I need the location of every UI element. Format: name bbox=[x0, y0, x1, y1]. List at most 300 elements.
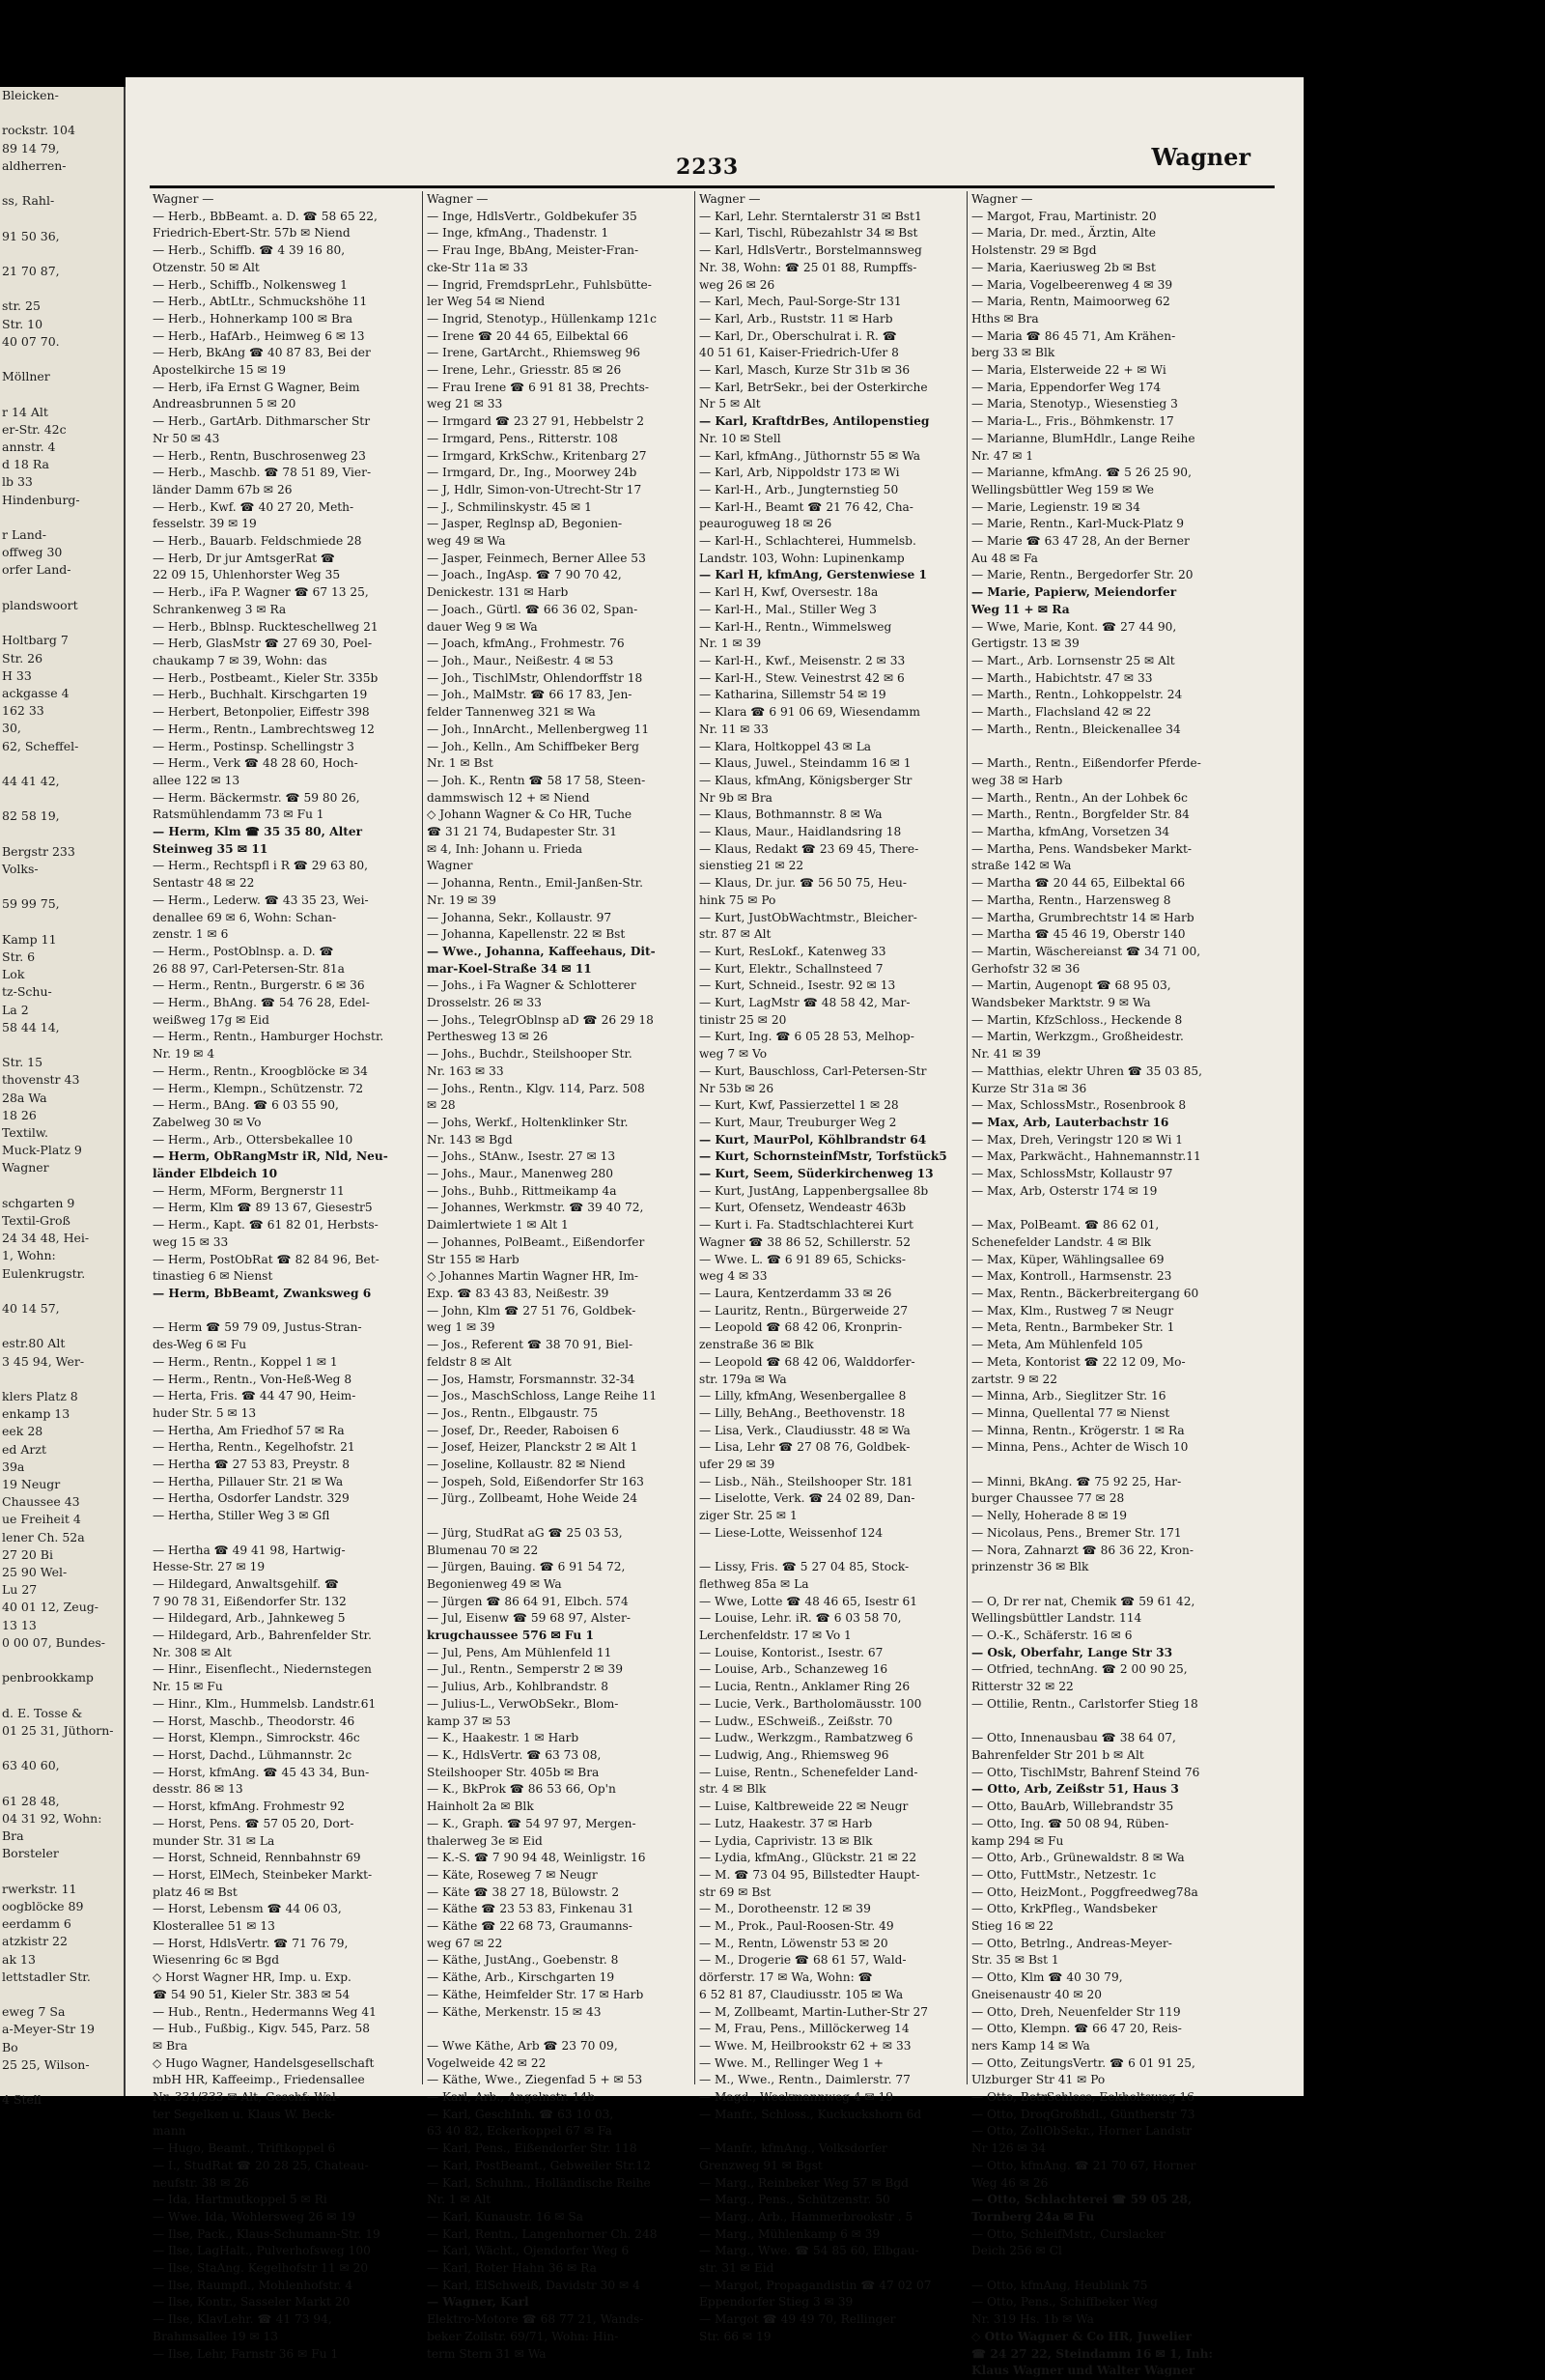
header-rule bbox=[150, 185, 1275, 188]
directory-entry: dammswisch 12 + ✉ Niend bbox=[427, 790, 590, 805]
fragment-line: 25 90 Wel- bbox=[2, 1565, 68, 1580]
fragment-line: rockstr. 104 bbox=[2, 123, 75, 138]
directory-entry: — Klaus, Dr. jur. ☎ 56 50 75, Heu- bbox=[699, 876, 907, 891]
directory-entry: — Horst, ElMech, Steinbeker Markt- bbox=[153, 1867, 373, 1882]
fragment-line bbox=[0, 210, 124, 227]
directory-entry: — Marth., Rentn., Borgfelder Str. 84 bbox=[971, 808, 1190, 822]
directory-entry: — Herb., BbBeamt. a. D. ☎ 58 65 22, bbox=[153, 209, 378, 223]
directory-entry: weg 49 ✉ Wa bbox=[427, 534, 506, 549]
directory-entry: — Herm., Postinsp. Schellingstr 3 bbox=[153, 739, 354, 753]
fragment-line bbox=[0, 385, 124, 403]
directory-entry: — Wwe., Johanna, Kaffeehaus, Dit- bbox=[427, 944, 656, 958]
fragment-line: 82 58 19, bbox=[2, 808, 60, 824]
fragment-line: Eulenkrugstr. bbox=[2, 1265, 86, 1281]
directory-entry: — Karl H, Kwf, Oversestr. 18a bbox=[699, 585, 879, 600]
directory-entry: — Marth., Flachsland 42 ✉ 22 bbox=[971, 705, 1152, 720]
running-head: Wagner bbox=[1151, 143, 1250, 171]
directory-entry: — Maria-L., Fris., Böhmkenstr. 17 bbox=[971, 414, 1174, 429]
directory-entry: Grenzweg 91 ✉ Bgst bbox=[699, 2158, 823, 2172]
directory-entry: — Ingrid, FremdsprLehr., Fuhlsbütte- bbox=[427, 277, 652, 292]
directory-entry: — Meta, Am Mühlenfeld 105 bbox=[971, 1338, 1143, 1352]
directory-entry: — Kurt, Maur, Treuburger Weg 2 bbox=[699, 1115, 897, 1129]
directory-entry: — Irene, Lehr., Griesstr. 85 ✉ 26 bbox=[427, 363, 622, 378]
fragment-line bbox=[0, 175, 124, 192]
directory-entry: — Hub., Fußbig., Kigv. 545, Parz. 58 bbox=[153, 2022, 370, 2036]
fragment-line bbox=[0, 614, 124, 632]
directory-entry: — Marth., Habichtstr. 47 ✉ 33 bbox=[971, 670, 1153, 685]
fragment-line: La 2 bbox=[2, 1002, 29, 1017]
directory-entry: — Karl-H., Beamt ☎ 21 76 42, Cha- bbox=[699, 499, 913, 514]
directory-entry: — M. ☎ 73 04 95, Billstedter Haupt- bbox=[699, 1867, 920, 1882]
directory-entry: denallee 69 ✉ 6, Wohn: Schan- bbox=[153, 910, 337, 924]
directory-entry: — Max, Parkwächt., Hahnemannstr.11 bbox=[971, 1149, 1201, 1164]
directory-entry: — Max, Arb, Osterstr 174 ✉ 19 bbox=[971, 1183, 1158, 1198]
directory-entry: Nr. 143 ✉ Bgd bbox=[427, 1132, 513, 1147]
directory-entry: — Joh., InnArcht., Mellenbergweg 11 bbox=[427, 722, 650, 736]
directory-entry: — Minni, BkAng. ☎ 75 92 25, Har- bbox=[971, 1474, 1182, 1488]
fragment-line: thovenstr 43 bbox=[2, 1072, 80, 1088]
fragment-line: tz-Schu- bbox=[2, 984, 52, 1000]
directory-entry: ter Segelken u. Klaus W. Beck- bbox=[153, 2107, 335, 2121]
directory-entry: 6 52 81 87, Claudiusstr. 105 ✉ Wa bbox=[699, 1987, 904, 2001]
fragment-line: r Land- bbox=[2, 527, 46, 543]
directory-entry: — Leopold ☎ 68 42 06, Walddorfer- bbox=[699, 1354, 915, 1369]
directory-entry: — Margot ☎ 49 49 70, Rellinger bbox=[699, 2312, 896, 2327]
directory-entry: — Kurt, JustAng, Lappenbergsallee 8b bbox=[699, 1183, 929, 1198]
directory-entry: — Wwe. M., Rellinger Weg 1 + bbox=[699, 2055, 884, 2070]
directory-entry: — Joh., Maur., Neißestr. 4 ✉ 53 bbox=[427, 653, 614, 667]
directory-entry: str. 179a ✉ Wa bbox=[699, 1372, 787, 1386]
fragment-line: 59 99 75, bbox=[2, 896, 60, 912]
directory-entry: — Max, Arb, Lauterbachstr 16 bbox=[971, 1115, 1169, 1129]
fragment-line: eweg 7 Sa bbox=[2, 2004, 66, 2020]
directory-entry: Stieg 16 ✉ 22 bbox=[971, 1919, 1054, 1934]
directory-entry: — Herb., Kwf. ☎ 40 27 20, Meth- bbox=[153, 499, 354, 514]
directory-entry: — Herm, Klm ☎ 35 35 80, Alter bbox=[153, 825, 363, 839]
directory-entry: Nr. 11 ✉ 33 bbox=[699, 722, 769, 736]
directory-entry: Vogelweide 42 ✉ 22 bbox=[427, 2055, 547, 2070]
column-heading: Wagner — bbox=[427, 192, 489, 206]
directory-entry: — Nicolaus, Pens., Bremer Str. 171 bbox=[971, 1525, 1182, 1540]
fragment-line: 21 70 87, bbox=[2, 264, 60, 279]
directory-entry: — Martin, Werkzgm., Großheidestr. bbox=[971, 1030, 1184, 1044]
fragment-line: schgarten 9 bbox=[2, 1195, 75, 1210]
directory-entry: ✉ 28 bbox=[427, 1098, 456, 1113]
fragment-line: 40 14 57, bbox=[2, 1301, 60, 1317]
directory-entry: ◇ Johannes Martin Wagner HR, Im- bbox=[427, 1269, 639, 1284]
directory-entry: — Max, Dreh, Veringstr 120 ✉ Wi 1 bbox=[971, 1132, 1184, 1147]
directory-entry: — Horst, Klempn., Simrockstr. 46c bbox=[153, 1731, 360, 1745]
directory-entry: — Johannes, PolBeamt., Eißendorfer bbox=[427, 1234, 645, 1249]
directory-entry: — Margot, Propagandistin ☎ 47 02 07 bbox=[699, 2278, 932, 2292]
directory-entry: — Irmgard, Pens., Ritterstr. 108 bbox=[427, 431, 618, 445]
directory-entry: Apostelkirche 15 ✉ 19 bbox=[153, 363, 287, 378]
directory-entry: — Ida, Hartmutkoppel 5 ✉ Ri bbox=[153, 2193, 327, 2207]
directory-entry: — Kurt, JustObWachtmstr., Bleicher- bbox=[699, 910, 917, 924]
directory-entry: Hainholt 2a ✉ Blk bbox=[427, 1799, 534, 1814]
directory-entry: — Jul, Eisenw ☎ 59 68 97, Alster- bbox=[427, 1611, 631, 1626]
directory-entry: — Max, SchlossMstr, Kollaustr 97 bbox=[971, 1167, 1173, 1181]
directory-entry: — Herb., HafArb., Heimweg 6 ✉ 13 bbox=[153, 328, 365, 343]
directory-entry: — Ilse, Pack., Klaus-Schumann-Str. 19 bbox=[153, 2226, 380, 2241]
directory-entry: — Johs., Rentn., Klgv. 114, Parz. 508 bbox=[427, 1081, 645, 1095]
fragment-line: 63 40 60, bbox=[2, 1758, 60, 1773]
directory-entry: — Horst, kfmAng. ☎ 45 43 34, Bun- bbox=[153, 1765, 370, 1779]
directory-entry: — Otto, Innenausbau ☎ 38 64 07, bbox=[971, 1731, 1176, 1745]
directory-entry: — Louise, Lehr. iR. ☎ 6 03 58 70, bbox=[699, 1611, 902, 1626]
directory-entry: — Jos., Rentn., Elbgaustr. 75 bbox=[427, 1405, 599, 1420]
fragment-line: 58 44 14, bbox=[2, 1019, 60, 1034]
fragment-line: eek 28 bbox=[2, 1424, 43, 1439]
directory-entry: — Karl-H., Rentn., Wimmelsweg bbox=[699, 619, 892, 634]
directory-entry bbox=[971, 1714, 1240, 1731]
directory-entry: — Otto, Klm ☎ 40 30 79, bbox=[971, 1970, 1123, 1985]
directory-entry: — Jos, Hamstr, Forsmannstr. 32-34 bbox=[427, 1372, 635, 1386]
directory-entry: mar-Koel-Straße 34 ✉ 11 bbox=[427, 961, 592, 976]
fragment-line: lettstadler Str. bbox=[2, 1969, 91, 1984]
directory-entry: Begonienweg 49 ✉ Wa bbox=[427, 1576, 562, 1591]
directory-entry bbox=[153, 1525, 421, 1543]
directory-entry: — Marg., Pens., Schützenstr. 50 bbox=[699, 2193, 890, 2207]
directory-entry: dauer Weg 9 ✉ Wa bbox=[427, 619, 538, 634]
fragment-line: 28a Wa bbox=[2, 1090, 47, 1105]
directory-entry: — Marianne, kfmAng. ☎ 5 26 25 90, bbox=[971, 466, 1192, 480]
directory-entry: — Frau Irene ☎ 6 91 81 38, Prechts- bbox=[427, 380, 650, 394]
directory-entry: Ratsmühlendamm 73 ✉ Fu 1 bbox=[153, 808, 324, 822]
column-heading: Wagner — bbox=[153, 192, 214, 206]
directory-entry: — Herb., iFa P. Wagner ☎ 67 13 25, bbox=[153, 585, 369, 600]
directory-entry: tinastieg 6 ✉ Nienst bbox=[153, 1269, 273, 1284]
directory-entry: weißweg 17g ✉ Eid bbox=[153, 1012, 269, 1027]
directory-entry: str. 4 ✉ Blk bbox=[699, 1782, 767, 1797]
directory-entry: — Karl, GeschInh. ☎ 63 10 03, bbox=[427, 2107, 614, 2121]
directory-entry: chaukamp 7 ✉ 39, Wohn: das bbox=[153, 653, 327, 667]
directory-entry: — Ingrid, Stenotyp., Hüllenkamp 121c bbox=[427, 311, 657, 326]
directory-entry: — Jasper, Reglnsp aD, Begonien- bbox=[427, 517, 623, 531]
directory-entry: platz 46 ✉ Bst bbox=[153, 1884, 238, 1899]
directory-entry: Nr 53b ✉ 26 bbox=[699, 1081, 774, 1095]
directory-entry: — M., Wwe., Rentn., Daimlerstr. 77 bbox=[699, 2073, 911, 2087]
directory-entry: — Joh., Kelln., Am Schiffbeker Berg bbox=[427, 739, 639, 753]
directory-entry: ✉ Bra bbox=[153, 2038, 188, 2053]
directory-entry: — Herm, ObRangMstr iR, Nld, Neu- bbox=[153, 1149, 388, 1164]
directory-entry: — Marianne, BlumHdlr., Lange Reihe bbox=[971, 431, 1195, 445]
directory-entry: neufstr. 38 ✉ 26 bbox=[153, 2175, 249, 2190]
directory-entry: — Karl, Arb., Ruststr. 11 ✉ Harb bbox=[699, 311, 893, 326]
directory-entry: — Ludwig, Ang., Rhiemsweg 96 bbox=[699, 1747, 889, 1762]
directory-entry: — M., Rentn, Löwenstr 53 ✉ 20 bbox=[699, 1936, 888, 1950]
directory-entry: — Hertha, Osdorfer Landstr. 329 bbox=[153, 1491, 350, 1506]
directory-entry: — Horst, Schneid, Rennbahnstr 69 bbox=[153, 1851, 361, 1865]
column-heading: Wagner — bbox=[971, 192, 1033, 206]
directory-entry: — Ilse, Raumpfl., Mohlenhofstr. 4 bbox=[153, 2278, 353, 2292]
fragment-line: Hindenburg- bbox=[2, 492, 80, 507]
directory-entry: — Herm, Klm ☎ 89 13 67, Giesestr5 bbox=[153, 1201, 373, 1215]
directory-entry: — Irmgard, KrkSchw., Kritenbarg 27 bbox=[427, 448, 647, 463]
fragment-line: Bleicken- bbox=[2, 88, 59, 102]
directory-entry: weg 15 ✉ 33 bbox=[153, 1234, 229, 1249]
directory-entry: — Johs., StAnw., Isestr. 27 ✉ 13 bbox=[427, 1149, 616, 1164]
directory-entry: — Käte, Roseweg 7 ✉ Neugr bbox=[427, 1867, 598, 1882]
fragment-line bbox=[0, 826, 124, 843]
fragment-line: 91 50 36, bbox=[2, 228, 60, 243]
directory-entry: — Max, Rentn., Bäckerbreitergang 60 bbox=[971, 1287, 1199, 1300]
previous-page-fragment bbox=[0, 87, 124, 2108]
directory-entry: Otzenstr. 50 ✉ Alt bbox=[153, 260, 260, 274]
directory-entry: — Horst, Dachd., Lühmannstr. 2c bbox=[153, 1747, 352, 1762]
directory-entry: Ulzburger Str 41 ✉ Po bbox=[971, 2073, 1106, 2087]
directory-entry: Gertigstr. 13 ✉ 39 bbox=[971, 637, 1080, 651]
directory-entry: — Wagner, Karl bbox=[427, 2295, 529, 2309]
directory-entry: — Hub., Rentn., Hedermanns Weg 41 bbox=[153, 2004, 377, 2019]
directory-entry: — Johanna, Kapellenstr. 22 ✉ Bst bbox=[427, 927, 626, 942]
directory-entry: — Johs., Buhb., Rittmeikamp 4a bbox=[427, 1183, 617, 1198]
directory-entry: — Lucia, Rentn., Anklamer Ring 26 bbox=[699, 1680, 911, 1694]
directory-entry: ◇ Otto Wagner & Co HR, Juwelier bbox=[971, 2329, 1192, 2343]
directory-entry: 7 90 78 31, Eißendorfer Str. 132 bbox=[153, 1594, 347, 1608]
directory-entry: — Wwe. M, Heilbrookstr 62 + ✉ 33 bbox=[699, 2038, 912, 2053]
directory-entry: — Karl, Arb, Nippoldstr 173 ✉ Wi bbox=[699, 466, 900, 480]
directory-entry: — Karl, BetrSekr., bei der Osterkirche bbox=[699, 380, 928, 394]
directory-entry: — Martin, KfzSchloss., Heckende 8 bbox=[971, 1012, 1183, 1027]
directory-entry: — Wwe. L. ☎ 6 91 89 65, Schicks- bbox=[699, 1252, 907, 1266]
directory-entry: ✉ 4, Inh: Johann u. Frieda bbox=[427, 841, 583, 856]
directory-entry: — Manfr., Schloss., Kuckuckshorn 6d bbox=[699, 2107, 922, 2121]
directory-entry: — Minna, Rentn., Krögerstr. 1 ✉ Ra bbox=[971, 1423, 1185, 1437]
directory-entry: — Lutz, Haakestr. 37 ✉ Harb bbox=[699, 1816, 873, 1830]
directory-entry: — M., Drogerie ☎ 68 61 57, Wald- bbox=[699, 1953, 907, 1968]
directory-entry: — Käthe ☎ 22 68 73, Graumanns- bbox=[427, 1919, 632, 1934]
directory-entry: ler Weg 54 ✉ Niend bbox=[427, 295, 546, 309]
directory-entry: — O, Dr rer nat, Chemik ☎ 59 61 42, bbox=[971, 1594, 1195, 1608]
directory-entry: — Marie, Rentn., Bergedorfer Str. 20 bbox=[971, 568, 1194, 582]
directory-entry: — Herb., Bblnsp. Ruckteschellweg 21 bbox=[153, 619, 379, 634]
directory-entry: — Ilse, StaAng. Kegelhofstr 11 ✉ 20 bbox=[153, 2261, 369, 2276]
directory-entry: — Käthe ☎ 23 53 83, Finkenau 31 bbox=[427, 1902, 634, 1916]
directory-entry: — Herm., BAng. ☎ 6 03 55 90, bbox=[153, 1098, 339, 1113]
directory-entry: Daimlertwiete 1 ✉ Alt 1 bbox=[427, 1218, 569, 1232]
directory-entry: — Karl, ElSchweiß, Davidstr 30 ✉ 4 bbox=[427, 2278, 640, 2292]
directory-entry: Nr 5 ✉ Alt bbox=[699, 397, 761, 411]
fragment-line bbox=[0, 1863, 124, 1881]
fragment-line: Volks- bbox=[2, 861, 39, 876]
fragment-line: ss, Rahl- bbox=[2, 193, 55, 209]
directory-entry: — Katharina, Sillemstr 54 ✉ 19 bbox=[699, 688, 886, 702]
directory-entry bbox=[153, 1303, 421, 1320]
directory-entry: — Lydia, kfmAng., Glückstr. 21 ✉ 22 bbox=[699, 1851, 917, 1865]
directory-entry: — Horst, Pens. ☎ 57 05 20, Dort- bbox=[153, 1816, 354, 1830]
directory-entry: — Lydia, Caprivistr. 13 ✉ Blk bbox=[699, 1833, 873, 1848]
directory-entry: weg 4 ✉ 33 bbox=[699, 1269, 768, 1284]
directory-entry: — Maria, Kaeriusweg 2b ✉ Bst bbox=[971, 260, 1156, 274]
directory-entry: thalerweg 3e ✉ Eid bbox=[427, 1833, 543, 1848]
directory-entry: — Wwe Käthe, Arb ☎ 23 70 09, bbox=[427, 2038, 618, 2053]
directory-entry: — Otto, Ing. ☎ 50 08 94, Rüben- bbox=[971, 1816, 1169, 1830]
directory-entry: — Herb, Dr jur AmtsgerRat ☎ bbox=[153, 551, 336, 565]
directory-entry: beker Zollstr. 69/71, Wohn: Hin- bbox=[427, 2329, 619, 2343]
directory-entry: — Kurt, Seem, Süderkirchenweg 13 bbox=[699, 1167, 934, 1181]
directory-entry: — Ludw., Werkzgm., Rambatzweg 6 bbox=[699, 1731, 913, 1745]
fragment-line: ak 13 bbox=[2, 1951, 36, 1967]
directory-entry: — Minna, Quellental 77 ✉ Nienst bbox=[971, 1405, 1170, 1420]
directory-entry: Zabelweg 30 ✉ Vo bbox=[153, 1115, 262, 1129]
directory-entry: — Herm ☎ 59 79 09, Justus-Stran- bbox=[153, 1320, 362, 1335]
directory-entry: — Otfried, technAng. ☎ 2 00 90 25, bbox=[971, 1662, 1188, 1677]
directory-entry: ◇ Hugo Wagner, Handelsgesellschaft bbox=[153, 2055, 375, 2070]
directory-entry: Weg 46 ✉ 26 bbox=[971, 2175, 1049, 2190]
fragment-line bbox=[0, 1986, 124, 2003]
directory-entry: — Marg., Wwe. ☎ 54 85 60, Elbgau- bbox=[699, 2244, 919, 2258]
fragment-line bbox=[0, 1686, 124, 1704]
directory-entry: — Jürg., Zollbeamt, Hohe Weide 24 bbox=[427, 1491, 638, 1506]
directory-entry: — Marth., Rentn., Eißendorfer Pferde- bbox=[971, 756, 1201, 771]
directory-entry: — Herm., Rentn., Koppel 1 ✉ 1 bbox=[153, 1354, 338, 1369]
directory-entry: 26 88 97, Carl-Petersen-Str. 81a bbox=[153, 961, 345, 976]
directory-entry: Str. 66 ✉ 19 bbox=[699, 2329, 772, 2343]
directory-entry: — Otto, Arb, Zeißstr 51, Haus 3 bbox=[971, 1782, 1179, 1797]
directory-entry: — Marie, Rentn., Karl-Muck-Platz 9 bbox=[971, 517, 1185, 531]
directory-entry: — Herb., Hohnerkamp 100 ✉ Bra bbox=[153, 311, 353, 326]
directory-entry: — Jürgen ☎ 86 64 91, Elbch. 574 bbox=[427, 1594, 629, 1608]
directory-entry: weg 21 ✉ 33 bbox=[427, 397, 503, 411]
directory-entry: Nr. 47 ✉ 1 bbox=[971, 448, 1034, 463]
directory-entry: Str. 35 ✉ Bst 1 bbox=[971, 1953, 1059, 1968]
column-4 bbox=[971, 191, 1240, 2378]
directory-entry: felder Tannenweg 321 ✉ Wa bbox=[427, 705, 596, 720]
directory-entry: — Herb, BkAng ☎ 40 87 83, Bei der bbox=[153, 346, 371, 360]
directory-entry: — K., Haakestr. 1 ✉ Harb bbox=[427, 1731, 579, 1745]
directory-entry: — Käthe, Heimfelder Str. 17 ✉ Harb bbox=[427, 1987, 644, 2001]
directory-entry: zartstr. 9 ✉ 22 bbox=[971, 1372, 1058, 1386]
directory-entry: Gneisenaustr 40 ✉ 20 bbox=[971, 1987, 1102, 2001]
directory-entry: — Hugo, Beamt., Triftkoppel 6 bbox=[153, 2141, 336, 2156]
directory-entry: Perthesweg 13 ✉ 26 bbox=[427, 1030, 548, 1044]
directory-entry: — Kurt, Ofensetz, Wendeastr 463b bbox=[699, 1201, 907, 1215]
fragment-line: 27 20 Bi bbox=[2, 1546, 53, 1562]
directory-entry: Holstenstr. 29 ✉ Bgd bbox=[971, 243, 1097, 258]
directory-entry: — Kurt, Schneid., Isestr. 92 ✉ 13 bbox=[699, 978, 896, 993]
directory-entry: Weg 11 + ✉ Ra bbox=[971, 602, 1070, 616]
directory-entry: — Ilse, Kontr., Sasseler Markt 20 bbox=[153, 2295, 351, 2309]
directory-entry: — Otto, Schlachterei ☎ 59 05 28, bbox=[971, 2193, 1193, 2207]
fragment-line: er-Str. 42c bbox=[2, 421, 67, 437]
directory-entry: — Ilse, LagHalt., Pulverhofsweg 100 bbox=[153, 2244, 371, 2258]
directory-entry: Klaus Wagner und Walter Wagner bbox=[971, 2364, 1195, 2378]
fragment-line: eerdamm 6 bbox=[2, 1916, 71, 1932]
directory-entry: — Herm., Kapt. ☎ 61 82 01, Herbsts- bbox=[153, 1218, 379, 1232]
directory-entry: — Herm., Rechtspfl i R ☎ 29 63 80, bbox=[153, 859, 368, 873]
directory-entry: — Marie, Legienstr. 19 ✉ 34 bbox=[971, 499, 1140, 514]
directory-entry: — K., Graph. ☎ 54 97 97, Mergen- bbox=[427, 1816, 636, 1830]
directory-entry: — Ilse, Lehr, Farnstr 36 ✉ Fu 1 bbox=[153, 2346, 339, 2361]
directory-entry: — Otto, BauArb, Willebrandstr 35 bbox=[971, 1799, 1174, 1814]
directory-entry: — Maria, Elsterweide 22 + ✉ Wi bbox=[971, 363, 1166, 378]
fragment-line bbox=[0, 280, 124, 298]
directory-entry: sienstieg 21 ✉ 22 bbox=[699, 859, 804, 873]
directory-entry: Ritterstr 32 ✉ 22 bbox=[971, 1680, 1074, 1694]
directory-entry: — Lucie, Verk., Bartholomäusstr. 100 bbox=[699, 1696, 922, 1711]
directory-entry: — Maria, Stenotyp., Wiesenstieg 3 bbox=[971, 397, 1178, 411]
directory-entry bbox=[699, 1543, 968, 1560]
fragment-line: 61 28 48, bbox=[2, 1793, 60, 1808]
directory-entry: — Otto, HeizMont., Poggfreedweg78a bbox=[971, 1884, 1198, 1899]
directory-entry: Schrankenweg 3 ✉ Ra bbox=[153, 602, 287, 616]
directory-entry: Sentastr 48 ✉ 22 bbox=[153, 876, 255, 891]
directory-entry: — Herb, GlasMstr ☎ 27 69 30, Poel- bbox=[153, 637, 373, 651]
directory-entry: — Magd., Weckmannweg 4 ✉ 19 bbox=[699, 2090, 894, 2105]
directory-entry: — Kurt, Elektr., Schallnsteed 7 bbox=[699, 961, 884, 976]
directory-entry: — Wwe, Marie, Kont. ☎ 27 44 90, bbox=[971, 619, 1177, 634]
directory-entry: — Lisb., Näh., Steilshooper Str. 181 bbox=[699, 1474, 913, 1488]
fragment-line: ackgasse 4 bbox=[2, 685, 70, 700]
directory-entry: — Jos., Referent ☎ 38 70 91, Biel- bbox=[427, 1338, 633, 1352]
directory-entry: — Martha, kfmAng, Vorsetzen 34 bbox=[971, 825, 1170, 839]
directory-entry: — K.-S. ☎ 7 90 94 48, Weinligstr. 16 bbox=[427, 1851, 646, 1865]
fragment-line bbox=[0, 1283, 124, 1300]
directory-entry: Landstr. 103, Wohn: Lupinenkamp bbox=[699, 551, 905, 565]
directory-entry: 63 40 82, Eckerkoppel 67 ✉ Fa bbox=[427, 2124, 612, 2139]
directory-entry: peauroguweg 18 ✉ 26 bbox=[699, 517, 832, 531]
directory-entry: — Herb., Bauarb. Feldschmiede 28 bbox=[153, 534, 362, 549]
directory-entry: Nr. 319 Hs. 1b ✉ Wa bbox=[971, 2312, 1094, 2327]
directory-entry: — Otto, SchleifMstr., Curslacker bbox=[971, 2226, 1166, 2241]
directory-entry: — Kurt, LagMstr ☎ 48 58 42, Mar- bbox=[699, 996, 911, 1010]
fragment-line bbox=[0, 1740, 124, 1757]
directory-entry: — Johs., Maur., Manenweg 280 bbox=[427, 1167, 613, 1181]
directory-entry: — Marg., Arb., Hammerbrookstr . 5 bbox=[699, 2209, 913, 2224]
directory-entry: weg 7 ✉ Vo bbox=[699, 1047, 768, 1062]
directory-entry: straße 142 ✉ Wa bbox=[971, 859, 1072, 873]
directory-entry: — Karl-H., Kwf., Meisenstr. 2 ✉ 33 bbox=[699, 653, 906, 667]
directory-entry: — Matthias, elektr Uhren ☎ 35 03 85, bbox=[971, 1063, 1203, 1078]
directory-entry: Hths ✉ Bra bbox=[971, 311, 1039, 326]
directory-entry: — Otto, Pens., Schiffbeker Weg bbox=[971, 2295, 1158, 2309]
fragment-line bbox=[0, 914, 124, 931]
directory-entry: — Hertha, Rentn., Kegelhofstr. 21 bbox=[153, 1440, 355, 1455]
directory-entry: — Hertha, Am Friedhof 57 ✉ Ra bbox=[153, 1423, 345, 1437]
directory-entry: — Julius-L., VerwObSekr., Blom- bbox=[427, 1696, 619, 1711]
directory-entry: zenstraße 36 ✉ Blk bbox=[699, 1338, 814, 1352]
directory-entry bbox=[971, 1200, 1240, 1217]
directory-entry: — Irene, GartArcht., Rhiemsweg 96 bbox=[427, 346, 641, 360]
directory-entry: — Karl, Kunaustr. 16 ✉ Sa bbox=[427, 2209, 584, 2224]
directory-entry: feldstr 8 ✉ Alt bbox=[427, 1354, 512, 1369]
directory-entry: Lerchenfeldstr. 17 ✉ Vo 1 bbox=[699, 1629, 852, 1643]
directory-entry: Nr. 331/333 ✉ Alt, Geschf: Wal- bbox=[153, 2090, 340, 2105]
directory-entry: — Karl, KraftdrBes, Antilopenstieg bbox=[699, 414, 930, 429]
directory-entry: — Max, SchlossMstr., Rosenbrook 8 bbox=[971, 1098, 1187, 1113]
directory-entry: — M, Frau, Pens., Millöckerweg 14 bbox=[699, 2022, 910, 2036]
fragment-line: atzkistr 22 bbox=[2, 1934, 68, 1949]
fragment-line: str. 25 bbox=[2, 298, 41, 314]
directory-entry: ◇ Johann Wagner & Co HR, Tuche bbox=[427, 808, 632, 822]
directory-entry: — Kurt, Kwf, Passierzettel 1 ✉ 28 bbox=[699, 1098, 899, 1113]
fragment-line: 4 Stell bbox=[2, 2092, 42, 2108]
directory-entry: — Herm., BhAng. ☎ 54 76 28, Edel- bbox=[153, 996, 370, 1010]
directory-entry: — Karl-H., Stew. Veinestrst 42 ✉ 6 bbox=[699, 670, 905, 685]
directory-entry: Bahrenfelder Str 201 b ✉ Alt bbox=[971, 1747, 1144, 1762]
directory-entry: Kurze Str 31a ✉ 36 bbox=[971, 1081, 1087, 1095]
fragment-line: 0 00 07, Bundes- bbox=[2, 1634, 105, 1650]
directory-entry: — Marg., Mühlenkamp 6 ✉ 39 bbox=[699, 2226, 881, 2241]
directory-entry: — Maria, Eppendorfer Weg 174 bbox=[971, 380, 1162, 394]
directory-entry: — Herm., Rentn., Burgerstr. 6 ✉ 36 bbox=[153, 978, 365, 993]
directory-entry: — Herta, Fris. ☎ 44 47 90, Heim- bbox=[153, 1389, 356, 1403]
directory-entry: — Karl, Dr., Oberschulrat i. R. ☎ bbox=[699, 328, 897, 343]
directory-entry: — Herb., Buchhalt. Kirschgarten 19 bbox=[153, 688, 368, 702]
directory-entry: ziger Str. 25 ✉ 1 bbox=[699, 1509, 798, 1523]
directory-entry: — Inge, HdlsVertr., Goldbekufer 35 bbox=[427, 209, 637, 223]
